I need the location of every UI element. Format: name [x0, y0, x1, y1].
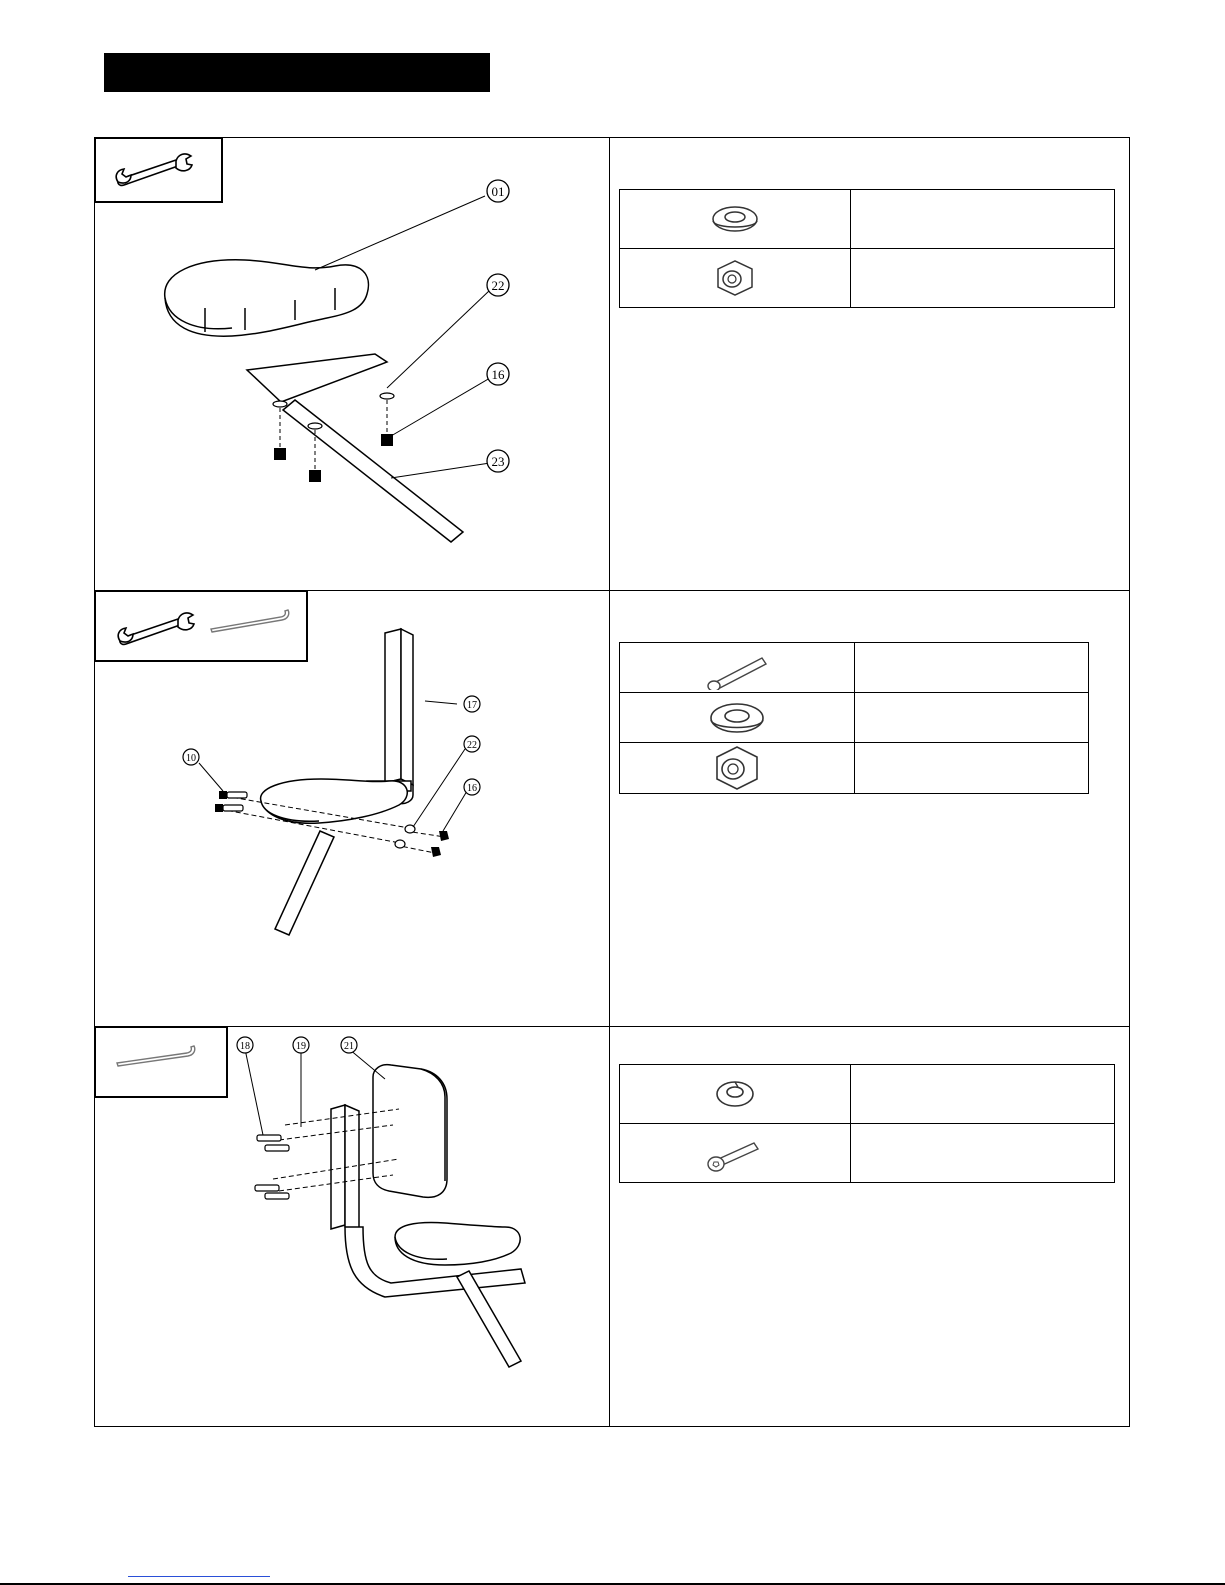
- part-description: [855, 643, 1089, 693]
- nylon-lock-nut-icon: [710, 255, 760, 301]
- callout-19: 19: [296, 1041, 306, 1052]
- part-description: [851, 190, 1115, 249]
- step-1-diagram-cell: [95, 138, 610, 590]
- section-title-bar: [104, 53, 490, 92]
- step-2-parts-table: [619, 642, 1089, 794]
- callout-17: 17: [467, 700, 477, 711]
- parts-row: [620, 1124, 1115, 1183]
- carriage-bolt-icon: [692, 646, 782, 690]
- part-description: [855, 693, 1089, 743]
- callout-21: 21: [344, 1041, 354, 1052]
- footer-link-underline[interactable]: [128, 1575, 270, 1577]
- parts-row: [620, 249, 1115, 308]
- step-1-parts-cell: [610, 138, 1129, 590]
- callout-01: 01: [491, 184, 505, 199]
- parts-row: [620, 743, 1089, 794]
- callout-22: 22: [491, 278, 505, 293]
- callout-10: 10: [186, 753, 196, 764]
- flat-washer-icon: [707, 696, 767, 740]
- part-description: [855, 743, 1089, 794]
- callout-16: 16: [491, 367, 505, 382]
- step-2-exploded-view: [95, 591, 610, 1027]
- callout-18: 18: [240, 1041, 250, 1052]
- callout-16: 16: [467, 783, 477, 794]
- callout-22: 22: [467, 740, 477, 751]
- step-3-parts-table: [619, 1064, 1115, 1183]
- step-3-parts-cell: [610, 1027, 1129, 1426]
- parts-row: [620, 190, 1115, 249]
- parts-row: [620, 693, 1089, 743]
- callout-23: 23: [491, 454, 505, 469]
- part-description: [851, 1065, 1115, 1124]
- step-1-parts-table: [619, 189, 1115, 308]
- step-row-2: [95, 591, 1129, 1027]
- hex-socket-bolt-icon: [700, 1131, 770, 1175]
- parts-row: [620, 1065, 1115, 1124]
- step-3-diagram-cell: [95, 1027, 610, 1426]
- step-3-exploded-view: [95, 1027, 610, 1426]
- nylon-lock-nut-icon: [709, 743, 765, 793]
- spring-washer-icon: [710, 1074, 760, 1114]
- part-description: [851, 249, 1115, 308]
- flat-washer-icon: [710, 199, 760, 239]
- part-description: [851, 1124, 1115, 1183]
- step-2-diagram-cell: [95, 591, 610, 1026]
- parts-row: [620, 643, 1089, 693]
- step-row-3: [95, 1027, 1129, 1426]
- step-row-1: [95, 138, 1129, 591]
- step-1-exploded-view: [95, 138, 610, 591]
- step-2-parts-cell: [610, 591, 1129, 1026]
- assembly-steps-grid: [94, 137, 1130, 1427]
